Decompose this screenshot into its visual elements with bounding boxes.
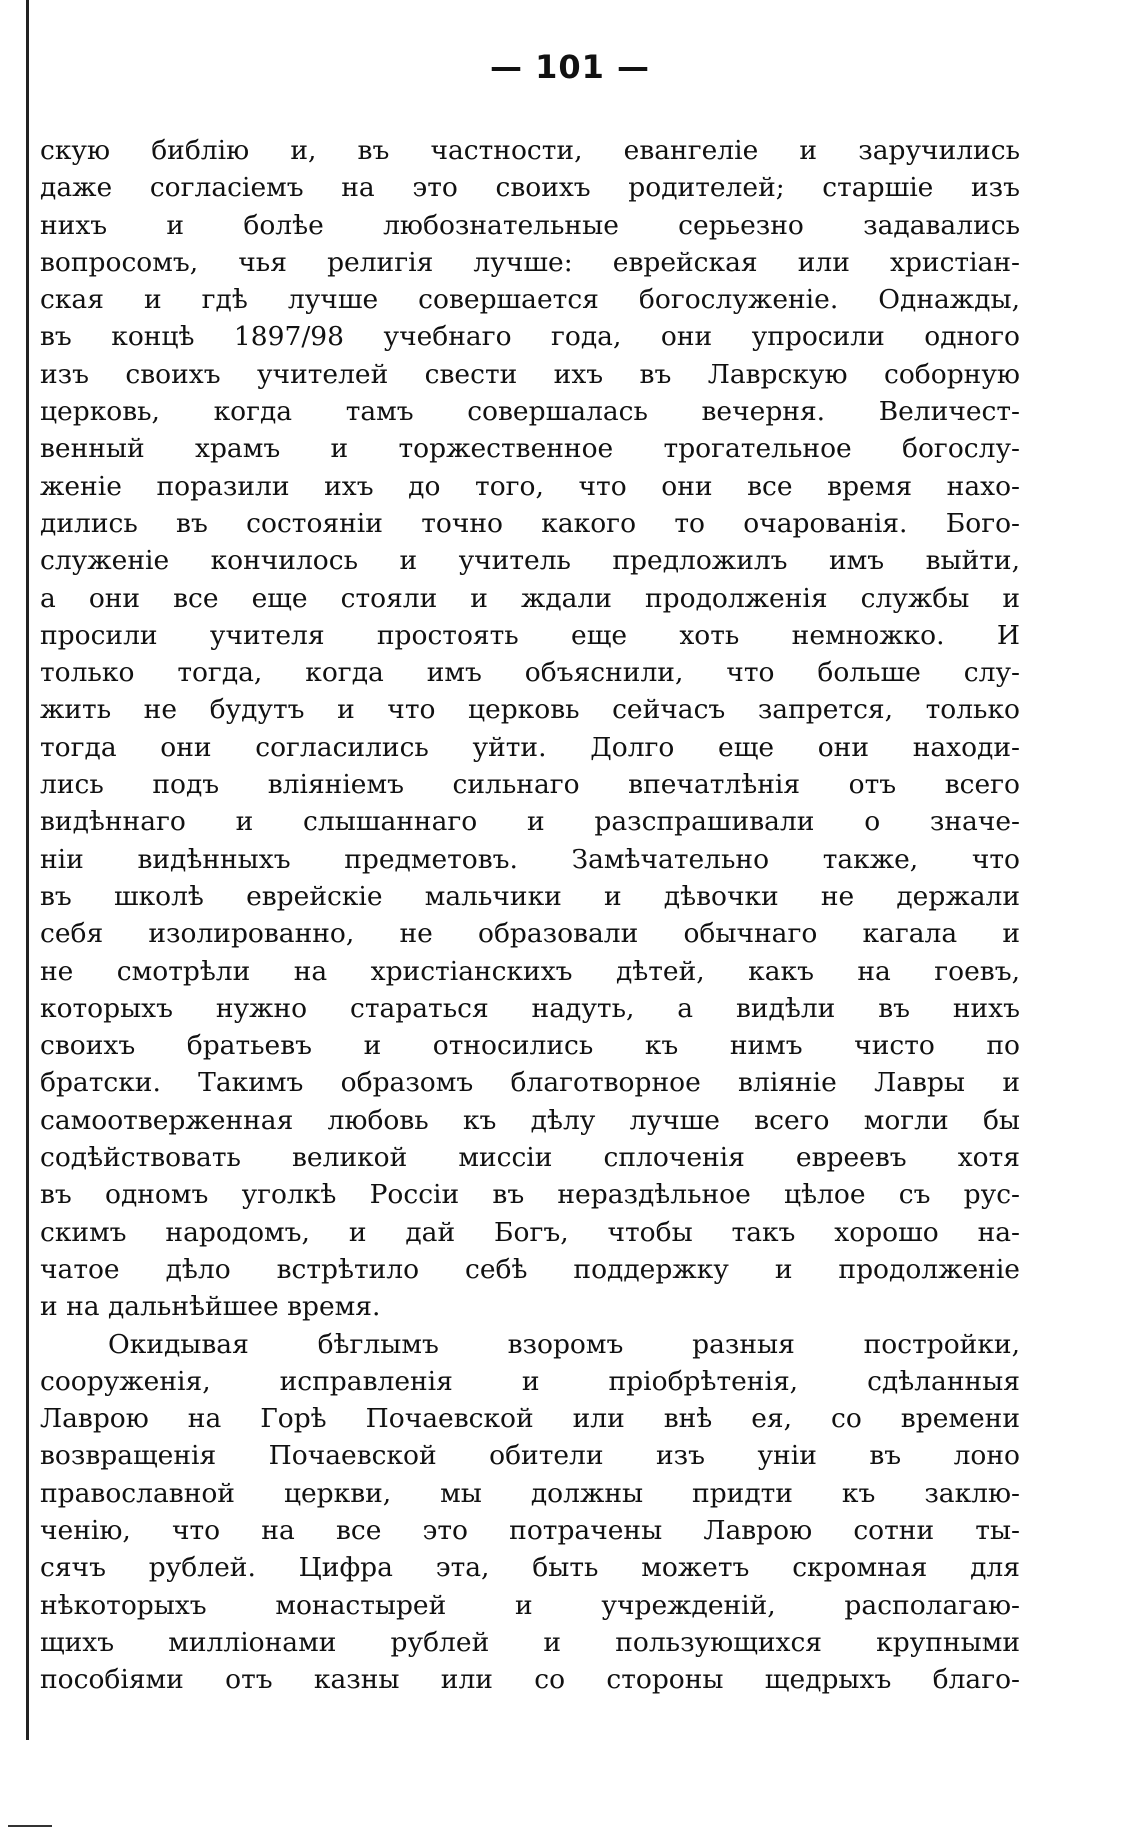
text-line: въ концѣ 1897/98 учебнаго года, они упросили одного — [40, 321, 1020, 353]
text-line: православной церкви, мы должны придти къ заклю- — [40, 1477, 1020, 1509]
paragraph-end-line: и на дальнѣйшее время. — [40, 1291, 381, 1323]
text-line: въ школѣ еврейскіе мальчики и дѣвочки не держали — [40, 880, 1020, 912]
footer-rule — [8, 1825, 52, 1827]
text-line: видѣннаго и слышаннаго и разспрашивали о значе- — [40, 806, 1020, 838]
text-line: вопросомъ, чья религія лучше: еврейская или христіан- — [40, 246, 1020, 278]
text-line: не смотрѣли на христіанскихъ дѣтей, какъ на гоевъ, — [40, 955, 1020, 987]
text-line: венный храмъ и торжественное трогательное богослу- — [40, 433, 1020, 465]
text-line: женіе поразили ихъ до того, что они все время нахо- — [40, 470, 1020, 502]
text-line: себя изолированно, не образовали обычнаго кагала и — [40, 918, 1020, 950]
text-line: нѣкоторыхъ монастырей и учрежденій, располагаю- — [40, 1589, 1020, 1621]
text-line: въ одномъ уголкѣ Россіи въ нераздѣльное цѣлое съ рус- — [40, 1179, 1020, 1211]
text-line: братски. Такимъ образомъ благотворное вліяніе Лавры и — [40, 1067, 1020, 1099]
page-edge-rule — [26, 0, 29, 1740]
text-line: которыхъ нужно стараться надуть, а видѣли въ нихъ — [40, 992, 1020, 1024]
page-number: — 101 — — [489, 48, 651, 86]
text-line: лись подъ вліяніемъ сильнаго впечатлѣнія отъ всего — [40, 769, 1020, 801]
text-line: щихъ милліонами рублей и пользующихся крупными — [40, 1626, 1020, 1658]
text-line: дились въ состояніи точно какого то очарованія. Бого- — [40, 507, 1020, 539]
text-line: просили учителя простоять еще хоть немножко. И — [40, 619, 1020, 651]
text-line: чатое дѣло встрѣтило себѣ поддержку и продолженіе — [40, 1253, 1020, 1285]
text-line: скую библію и, въ частности, евангеліе и заручились — [40, 135, 1020, 166]
text-line: нихъ и болѣе любознательные серьезно задавались — [40, 209, 1020, 241]
text-line: пособіями отъ казны или со стороны щедрыхъ благо- — [40, 1664, 1020, 1696]
text-line: сооруженія, исправленія и пріобрѣтенія, сдѣланныя — [40, 1365, 1020, 1397]
text-line: Лаврою на Горѣ Почаевской или внѣ ея, со времени — [40, 1403, 1020, 1435]
text-line: а они все еще стояли и ждали продолженія службы и — [40, 582, 1020, 614]
text-line: скимъ народомъ, и дай Богъ, чтобы такъ хорошо на- — [40, 1216, 1020, 1248]
text-line: сячъ рублей. Цифра эта, быть можетъ скромная для — [40, 1552, 1020, 1584]
text-line: церковь, когда тамъ совершалась вечерня. Величест- — [40, 396, 1020, 428]
text-line: изъ своихъ учителей свести ихъ въ Лаврскую соборную — [40, 358, 1020, 390]
text-line: своихъ братьевъ и относились къ нимъ чисто по — [40, 1030, 1020, 1062]
text-line: ченію, что на все это потрачены Лаврою сотни ты- — [40, 1514, 1020, 1546]
paragraph-start-line: Окидывая бѣглымъ взоромъ разныя постройки, — [108, 1328, 1020, 1360]
text-line: тогда они согласились уйти. Долго еще они находи- — [40, 731, 1020, 763]
text-line: возвращенія Почаевской обители изъ уніи въ лоно — [40, 1440, 1020, 1472]
body-text — [40, 132, 1020, 1698]
text-line: служеніе кончилось и учитель предложилъ имъ выйти, — [40, 545, 1020, 577]
text-line: ская и гдѣ лучше совершается богослуженіе. Однажды, — [40, 284, 1020, 316]
text-line: содѣйствовать великой миссіи сплоченія евреевъ хотя — [40, 1142, 1020, 1174]
text-line: только тогда, когда имъ объяснили, что больше слу- — [40, 657, 1020, 689]
text-line: жить не будутъ и что церковь сейчасъ запрется, только — [40, 694, 1020, 726]
text-line: даже согласіемъ на это своихъ родителей; старшіе изъ — [40, 172, 1020, 204]
text-line: самоотверженная любовь къ дѣлу лучше всего могли бы — [40, 1104, 1020, 1136]
text-line: ніи видѣнныхъ предметовъ. Замѣчательно также, что — [40, 843, 1020, 875]
